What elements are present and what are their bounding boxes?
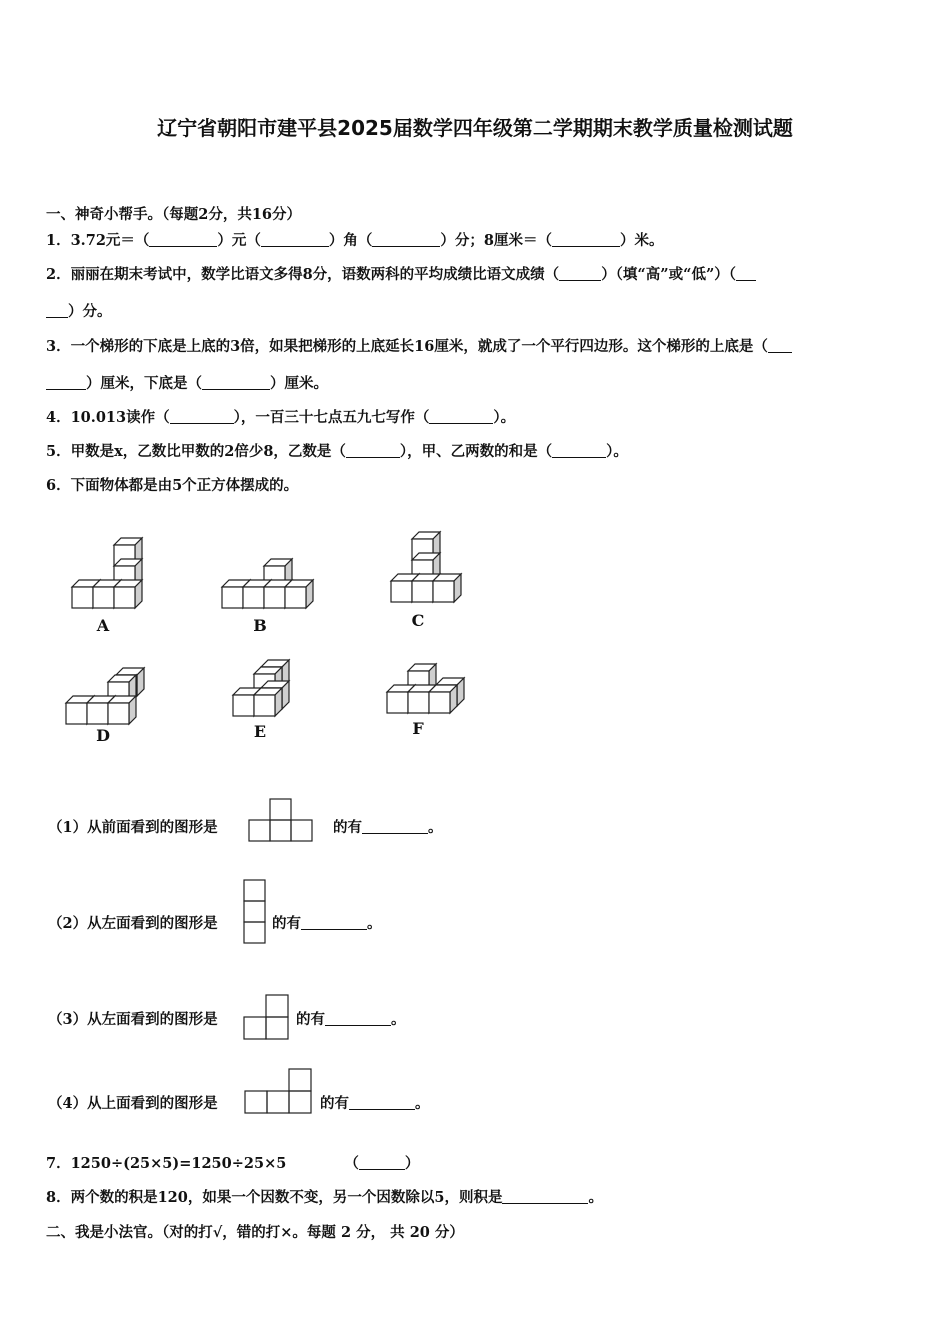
figure-f [387, 664, 464, 713]
q6-sub2-prompt: （2）从左面看到的图形是 [48, 915, 218, 932]
figure-label-b: B [253, 616, 267, 635]
answer-blank[interactable] [552, 443, 606, 458]
page-title: 辽宁省朝阳市建平县2025届数学四年级第二学期期末教学质量检测试题 [157, 116, 793, 140]
answer-blank[interactable] [362, 819, 428, 834]
answer-blank[interactable] [46, 375, 86, 390]
figure-label-e: E [253, 722, 267, 741]
answer-blank[interactable] [346, 443, 400, 458]
q6-sub1-answer: 的有 。 [333, 819, 443, 836]
question-2: 2．丽丽在期末考试中，数学比语文多得8分，语数两科的平均成绩比语文成绩（ ）（填“高”或“低”）（ [46, 263, 756, 284]
question-8: 8．两个数的积是120，如果一个因数不变，另一个因数除以5，则积是 。 [46, 1189, 603, 1206]
q6-sub4-answer: 的有 。 [320, 1095, 430, 1112]
answer-blank[interactable] [736, 266, 756, 281]
section1-heading: 一、神奇小帮手。（每题2分，共16分） [46, 206, 302, 223]
answer-blank[interactable] [559, 266, 601, 281]
section2-heading: 二、我是小法官。（对的打√，错的打×。每题 2 分， 共 20 分） [46, 1224, 464, 1241]
question-2-cont: ）分。 [46, 300, 112, 321]
question-5: 5．甲数是x，乙数比甲数的2倍少8，乙数是（ ），甲、乙两数的和是（ ）。 [46, 443, 628, 460]
question-1: 1．3.72元＝（ ）元（ ）角（ ）分；8厘米＝（ ）米。 [46, 232, 664, 249]
left-view-l-figure [243, 993, 293, 1041]
figure-label-a: A [96, 616, 110, 635]
answer-blank[interactable] [372, 232, 440, 247]
answer-blank[interactable] [502, 1189, 588, 1204]
answer-blank[interactable] [429, 409, 493, 424]
answer-blank[interactable] [325, 1011, 391, 1026]
answer-blank[interactable] [170, 409, 234, 424]
question-3-cont: ）厘米，下底是（ ）厘米。 [46, 372, 328, 393]
figure-label-f: F [412, 719, 424, 738]
question-4: 4．10.013读作（ ），一百三十七点五九七写作（ ）。 [46, 409, 516, 426]
q6-sub3-answer: 的有 。 [296, 1011, 406, 1028]
answer-blank[interactable] [46, 303, 68, 318]
figure-e [233, 660, 289, 716]
question-3: 3．一个梯形的下底是上底的3倍，如果把梯形的上底延长16厘米，就成了一个平行四边形。这个梯形的上底是（ [46, 335, 792, 356]
q6-sub2-answer: 的有 。 [272, 915, 382, 932]
answer-blank[interactable] [349, 1095, 415, 1110]
answer-blank[interactable] [202, 375, 270, 390]
left-view-column-figure [242, 878, 270, 948]
figure-label-d: D [96, 726, 110, 745]
figure-a [72, 538, 142, 608]
figure-b [222, 559, 313, 608]
figure-label-c: C [411, 611, 425, 630]
answer-blank[interactable] [359, 1155, 405, 1170]
answer-blank[interactable] [552, 232, 620, 247]
answer-blank[interactable] [261, 232, 329, 247]
answer-blank[interactable] [768, 338, 792, 353]
front-view-figure [248, 798, 318, 844]
q6-sub3-prompt: （3）从左面看到的图形是 [48, 1011, 218, 1028]
answer-blank[interactable] [149, 232, 217, 247]
figure-c [391, 532, 461, 602]
q6-sub4-prompt: （4）从上面看到的图形是 [48, 1095, 218, 1112]
question-7: 7．1250÷(25×5)=1250÷25×5 （ ） [46, 1155, 420, 1172]
question-6-stem: 6．下面物体都是由5个正方体摆成的。 [46, 477, 299, 494]
top-view-figure [244, 1068, 316, 1116]
figure-d [66, 668, 144, 724]
answer-blank[interactable] [301, 915, 367, 930]
q6-sub1-prompt: （1）从前面看到的图形是 [48, 819, 218, 836]
